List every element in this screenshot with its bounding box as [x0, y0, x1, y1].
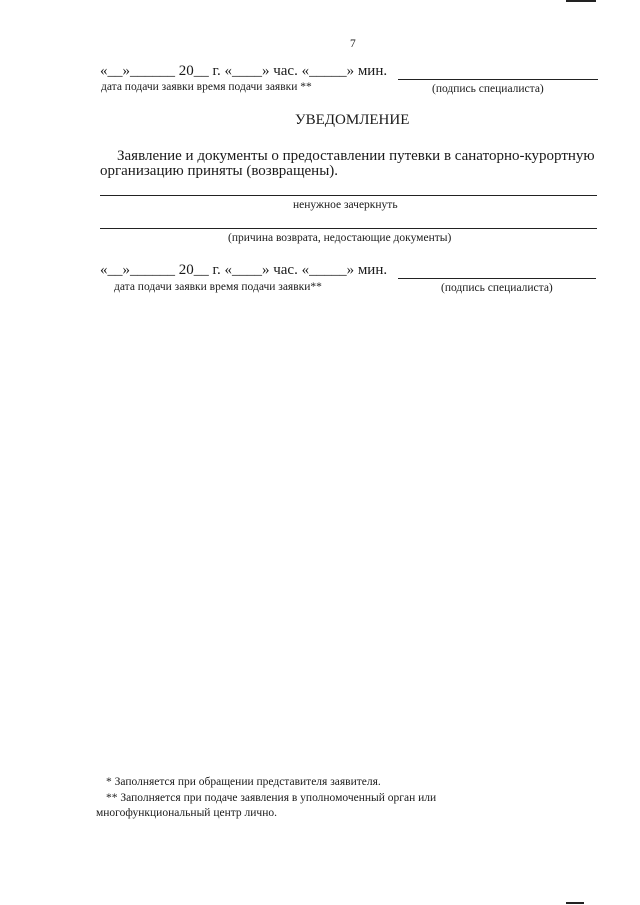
caption-signature-2: (подпись специалиста) [441, 282, 553, 294]
signature-line-1 [398, 79, 598, 80]
return-reason-note: (причина возврата, недостающие документы) [228, 232, 452, 244]
signature-line-2 [398, 278, 596, 279]
blank-line-reason [100, 228, 597, 229]
notice-heading: УВЕДОМЛЕНИЕ [295, 112, 410, 128]
notice-body-line-2: организацию приняты (возвращены). [100, 163, 339, 179]
footnote-2-line-2: многофункциональный центр лично. [96, 807, 277, 819]
blank-line-accepted-returned [100, 195, 597, 196]
date-time-line-2: «__»______ 20__ г. «____» час. «_____» мин. [100, 262, 388, 278]
scan-mark-top-right [566, 0, 596, 2]
date-time-line-1: «__»______ 20__ г. «____» час. «_____» мин. [100, 63, 388, 79]
scan-mark-bottom-right [566, 902, 584, 904]
page-number: 7 [350, 38, 356, 50]
caption-signature-1: (подпись специалиста) [432, 83, 544, 95]
footnote-1: * Заполняется при обращении представителя заявителя. [106, 776, 381, 788]
strike-out-note: ненужное зачеркнуть [293, 199, 398, 211]
caption-date-time-1: дата подачи заявки время подачи заявки ** [101, 81, 312, 93]
notice-body-line-1: Заявление и документы о предоставлении путевки в санаторно-курортную [117, 148, 595, 164]
footnote-2-line-1: ** Заполняется при подаче заявления в уполномоченный орган или [106, 792, 437, 804]
caption-date-time-2: дата подачи заявки время подачи заявки** [114, 281, 322, 293]
